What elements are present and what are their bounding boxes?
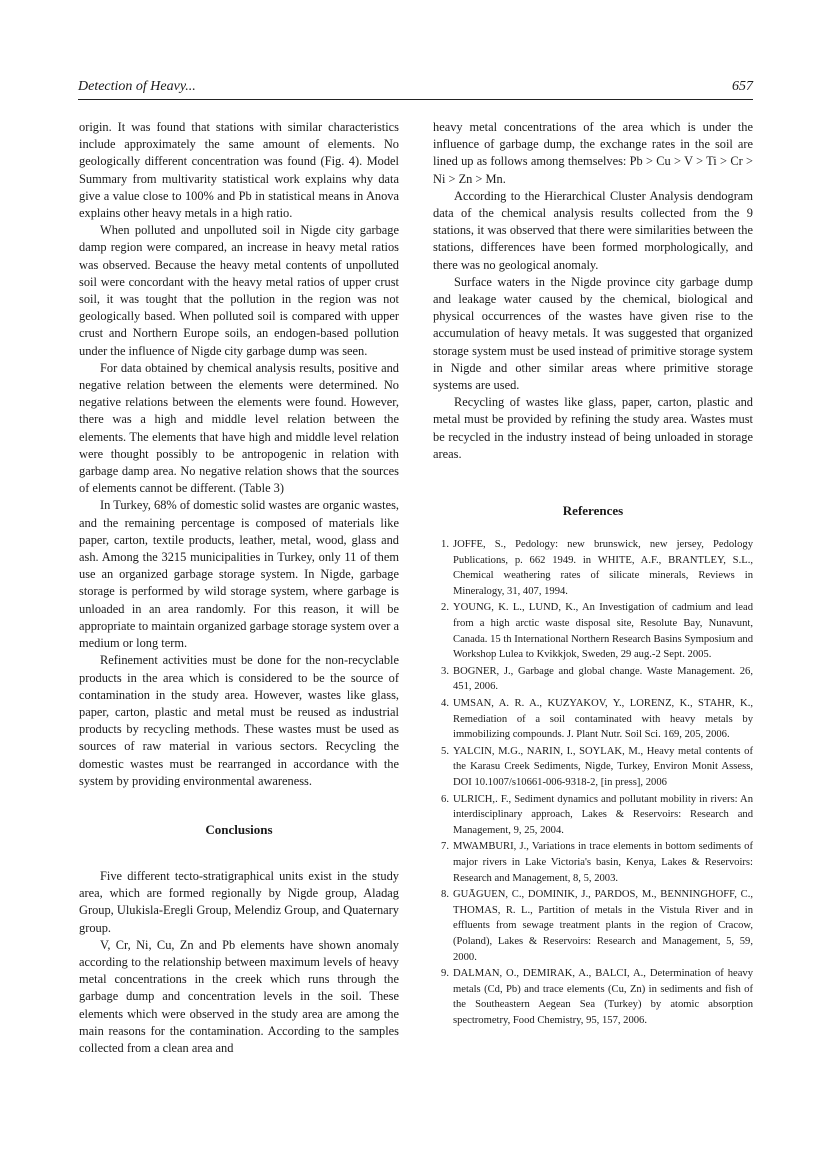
reference-item [433,887,753,965]
reference-text: YOUNG, K. L., LUND, K., An Investigation of cadmium and lead from a high arctic waste disposal site, Resolute Bay, Nunavunt, Canada. 15 th International Northern Research Basins Symposium and Workshop Lulea to Kvikkjok, Sweden, 29 aug.-2 Sept. 2005. [453,602,753,661]
reference-number: 4. [441,698,449,709]
reference-item [433,744,753,791]
body-paragraph: heavy metal concentrations of the area which is under the influence of garbage dump, the exchange rates in the soil are lined up as follows among themselves: Pb > Cu > V > Ti > Cr > Ni > Zn > Mn. [433,120,753,186]
reference-item [433,966,753,1028]
reference-text: JOFFE, S., Pedology: new brunswick, new jersey, Pedology Publications, p. 662 1949. in WHITE, A.F., BRANTLEY, S.L., Chemical weathering rates of silicate minerals, Reviews in Mineralogy, 31, 407, 1994. [453,539,753,597]
reference-number: 8. [441,889,449,901]
reference-number: 5. [441,745,449,757]
page-number: 657 [732,79,753,94]
conclusions-heading: Conclusions [205,821,273,837]
reference-number: 2. [441,602,449,614]
page-header [78,79,753,100]
reference-text: ULRICH,. F., Sediment dynamics and pollutant mobility in rivers: An interdisciplinary approach, Lakes & Reservoirs: Research and Management, 9, 25, 2004. [453,793,753,836]
body-paragraph: For data obtained by chemical analysis results, positive and negative relation between the elements were determined. No negative relations between the elements were found. However, there was a high and middle level relation between the elements. The elements that have high and middle level relation were thought possibly to be antropogenic in relation with garbage damp area. No negative relation shows that the sources of elements cannot be different. (Table 3) [79,360,399,496]
reference-text: GUĀGUEN, C., DOMINIK, J., PARDOS, M., BENNINGHOFF, C., THOMAS, R. L., Partition of metals in the Vistula River and in effluents from sewage treatment plants in the region of Cracow, (Poland), Lakes & Reservoirs: Research and Management, 5, 59, 2000. [453,889,753,963]
reference-text: BOGNER, J., Garbage and global change. Waste Management. 26, 451, 2006. [453,665,753,693]
reference-item [433,696,753,743]
reference-list [433,537,753,1028]
body-paragraph: origin. It was found that stations with similar characteristics include approximately the same amount of elements. No geologically different concentration was found (Fig. 4). Model Summary from multivarity statistical work explains why data give a value close to 100% and Pb in statistical means in Anova explains other heavy metals in a high ratio. [79,120,399,221]
reference-text: YALCIN, M.G., NARIN, I., SOYLAK, M., Heavy metal contents of the Karasu Creek Sediments, Nigde, Turkey, Environ Monit Assess, DOI 10.1007/s10661-006-9318-2, [in press], 2006 [453,745,753,788]
reference-number: 7. [441,841,449,853]
body-paragraph: Surface waters in the Nigde province city garbage dump and leakage water caused by the chemical, biological and physical occurrences of the wastes have given rise to the accumulation of heavy metals. It was suggested that organized storage system must be used instead of primitive storage system in Nigde and other similar areas where primitive storage systems are used. [433,274,753,393]
reference-text: MWAMBURI, J., Variations in trace elements in bottom sediments of major rivers in Lake Victoria's basin, Kenya, Lakes & Reservoirs: Research and Management, 8, 5, 2003. [453,841,753,884]
reference-item [433,792,753,839]
right-column [433,119,753,1029]
references-heading: References [562,503,624,519]
body-paragraph: Refinement activities must be done for the non-recyclable products in the area which is considered to be the source of contamination in the study area. However, wastes like glass, paper, carton, plastic and metal must be reused as industrial products by recycling methods. These wastes must be used as sources of raw material in various sectors. Recycling the domestic wastes must be rearranged in accordance with the system by providing environmental awareness. [79,653,399,788]
conclusions-paragraph: V, Cr, Ni, Cu, Zn and Pb elements have shown anomaly according to the relationship between maximum levels of heavy metal concentrations in the creek which runs through the garbage dump and concentration levels in the soil. These elements which were observed in the study area are among the main reasons for the contamination. According to the samples collected from a clean area and [79,937,399,1055]
reference-text: UMSAN, A. R. A., KUZYAKOV, Y., LORENZ, K., STAHR, K., Remediation of a soil contaminated with heavy metals by immobilizing compounds. J. Plant Nutr. Soil Sci. 169, 205, 2006. [453,698,753,741]
reference-number: 3. [441,665,449,677]
reference-number: 6. [441,793,449,805]
reference-number: 9. [441,968,449,980]
body-paragraph: Recycling of wastes like glass, paper, carton, plastic and metal must be provided by refining the study area. Wastes must be recycled in the industry instead of being unloaded in storage areas. [433,395,753,461]
reference-item [433,839,753,886]
body-paragraph: In Turkey, 68% of domestic solid wastes are organic wastes, and the remaining percentage is composed of materials like paper, carton, textile products, leather, metal, wood, glass and ash. Among the 3215 municipalities in Turkey, only 11 of them use an organized garbage storage system. In Nigde, garbage storage is performed by wild storage system, where garbage is unloaded in an area randomly. For this reason, it will be appropriate to maintain organized garbage storage system over a medium or long term. [79,498,399,651]
body-paragraph: When polluted and unpolluted soil in Nigde city garbage damp region were compared, an increase in heavy metal ratios was observed. Because the heavy metal contents of unpolluted soil were concordant with the heavy metal ratios of upper crust soil, it was tought that the pollution in the region was not geologically based. When polluted soil is compared with upper crust and Northern Europe soils, an endogen-based pollution under the influence of Nigde city garbage dump was seen. [79,223,399,358]
body-paragraph: According to the Hierarchical Cluster Analysis dendogram data of the chemical analysis results collected from the 9 stations, it was observed that there were similarities between the stations, differences have been formed morphologically, and there was no geological anomaly. [433,188,753,272]
reference-item [433,600,753,662]
left-column [79,119,399,1057]
running-title: Detection of Heavy... [78,79,196,94]
reference-item [433,664,753,695]
reference-number: 1. [441,539,449,551]
reference-item [433,537,753,599]
conclusions-paragraph: Five different tecto-stratigraphical units exist in the study area, which are formed regionally by Nigde group, Aladag Group, Ulukisla-Eregli Group, Melendiz Group, and Quaternary group. [79,868,399,935]
reference-text: DALMAN, O., DEMIRAK, A., BALCI, A., Determination of heavy metals (Cd, Pb) and trace elements (Cu, Zn) in sediments and fish of the Southeastern Aegean Sea (Turkey) by atomic absorption spectrometry, Food Chemistry, 95, 157, 2006. [453,968,753,1026]
